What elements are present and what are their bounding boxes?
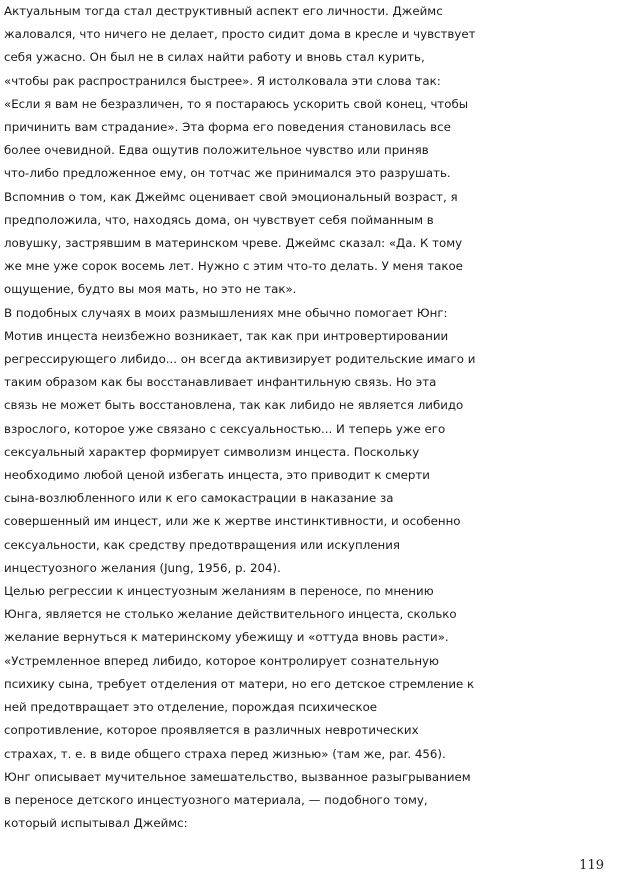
text-line: инцестуозного желания (Jung, 1956, p. 204). <box>4 560 281 575</box>
text-line: «чтобы рак распространился быстрее». Я истолковала эти слова так: <box>4 73 441 88</box>
text-line: «Устремленное вперед либидо, которое контролирует сознательную <box>4 653 439 668</box>
text-line: «Если я вам не безразличен, то я постараюсь ускорить свой конец, чтобы <box>4 96 469 111</box>
text-line: сексуальности, как средству предотвращения или искупления <box>4 537 401 552</box>
text-line: совершенный им инцест, или же к жертве инстинктивности, и особенно <box>4 514 461 529</box>
text-line: Мотив инцеста неизбежно возникает, так как при интровертировании <box>4 328 449 343</box>
text-line: Целью регрессии к инцестуозным желаниям в переносе, по мнению <box>4 584 434 599</box>
text-line: предположила, что, находясь дома, он чувствует себя пойманным в <box>4 212 434 227</box>
text-line: в переносе детского инцестуозного материала, — подобного тому, <box>4 792 428 807</box>
text-line: психику сына, требует отделения от матери, но его детское стремление к <box>4 676 475 691</box>
text-line: взрослого, которое уже связано с сексуальностью... И теперь уже его <box>4 421 446 436</box>
text-line: Юнга, является не столько желание действительного инцеста, сколько <box>4 607 457 622</box>
text-line: ловушку, застрявшим в материнском чреве. Джеймс сказал: «Да. К тому <box>4 236 463 251</box>
text-line: сына-возлюбленного или к его самокастрации в наказание за <box>4 491 394 506</box>
text-line: ней предотвращает это отделение, порождая психическое <box>4 700 378 715</box>
text-line: жаловался, что ничего не делает, просто сидит дома в кресле и чувствует <box>4 27 476 42</box>
text-line: таким образом как бы восстанавливает инфантильную связь. Но эта <box>4 375 437 390</box>
text-line: причинить вам страдание». Эта форма его поведения становилась все <box>4 120 451 135</box>
text-line: себя ужасно. Он был не в силах найти работу и вновь стал курить, <box>4 50 425 65</box>
text-line: Юнг описывает мучительное замешательство, вызванное разыгрыванием <box>4 769 471 784</box>
text-line: который испытывал Джеймс: <box>4 816 188 831</box>
text-line: более очевидной. Едва ощутив положительное чувство или приняв <box>4 143 429 158</box>
body-text <box>4 0 620 835</box>
text-line: В подобных случаях в моих размышлениях мне обычно помогает Юнг: <box>4 305 448 320</box>
text-line: Вспомнив о том, как Джеймс оценивает свой эмоциональный возраст, я <box>4 189 458 204</box>
text-line: Актуальным тогда стал деструктивный аспект его личности. Джеймс <box>4 4 443 18</box>
text-line: регрессирующего либидо... он всегда активизирует родительские имаго и <box>4 352 476 367</box>
page-number: 119 <box>579 858 604 873</box>
text-line: же мне уже сорок восемь лет. Нужно с этим что-то делать. У меня такое <box>4 259 463 274</box>
text-line: страхах, т. е. в виде общего страха перед жизнью» (там же, par. 456). <box>4 746 446 761</box>
text-line: ощущение, будто вы моя мать, но это не так». <box>4 282 297 297</box>
text-line: сопротивление, которое проявляется в различных невротических <box>4 723 419 738</box>
text-line: необходимо любой ценой избегать инцеста, это приводит к смерти <box>4 468 430 483</box>
text-line: желание вернуться к материнскому убежищу и «оттуда вновь расти». <box>4 630 449 645</box>
text-line: что-либо предложенное ему, он тотчас же принимался это разрушать. <box>4 166 451 181</box>
text-line: сексуальный характер формирует символизм инцеста. Поскольку <box>4 444 420 459</box>
text-line: связь не может быть восстановлена, так как либидо не является либидо <box>4 398 464 413</box>
